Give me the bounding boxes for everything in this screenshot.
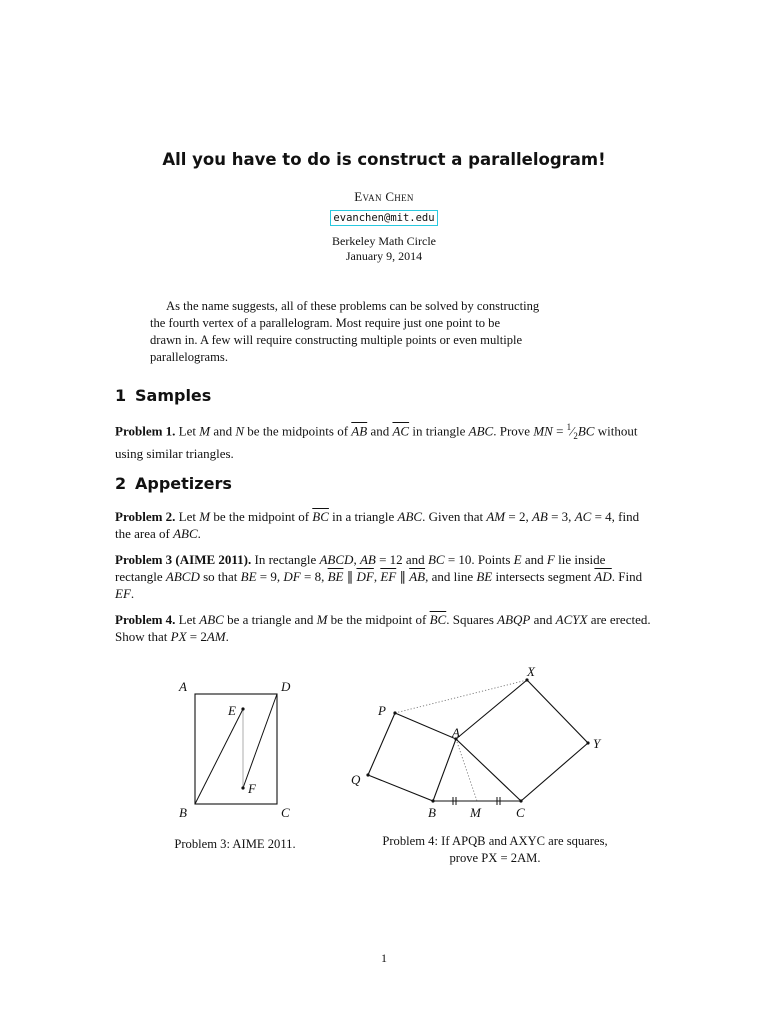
point-b-dot [431,799,434,802]
point-label-p: P [378,703,386,718]
point-label-f: F [248,781,256,796]
problem-label: Problem 2. [115,509,176,524]
point-label-b: B [428,805,436,820]
section-title: Appetizers [135,474,232,493]
point-e-dot [241,707,244,710]
author-email-link[interactable]: evanchen@mit.edu [330,210,437,226]
abstract-line-2: the fourth vertex of a parallelogram. Most require just one point to be [150,316,501,330]
rectangle-abcd [195,694,277,804]
square-axyc [456,680,588,801]
paper-title: All you have to do is construct a parallelogram! [162,150,606,169]
figure-aime-2011 [160,672,310,822]
problem-1: Problem 1. Let M and N be the midpoints of $\overline{AB}$ and $\overline{AC}$ in triangle ABC. Prove MN = $^1⁄_2BC$ without using similar triangles. [115,422,638,461]
date: January 9, 2014 [345,249,423,263]
abstract-line-4: parallelograms. [150,350,228,364]
abstract-line-3: drawn in. A few will require constructing multiple points or even multiple [150,333,523,347]
section-title: Samples [135,386,212,405]
affiliation: Berkeley Math Circle [332,234,436,248]
point-label-q: Q [351,772,361,787]
point-label-c: C [281,805,290,820]
figure-1-caption: Problem 3: AIME 2011. [174,837,296,851]
section-heading-samples [115,386,211,405]
point-label-a: A [179,679,187,694]
caption-line-2: prove PX = 2AM. [449,851,541,865]
problem-label: Problem 3 [115,552,173,567]
problem-label: Problem 1. [115,423,176,439]
point-c-dot [519,799,522,802]
point-label-c: C [516,805,525,820]
abstract [150,298,618,366]
point-label-y: Y [593,736,601,751]
section-heading-appetizers [115,474,232,493]
section-number: 2 [115,474,127,493]
point-label-d: D [281,679,291,694]
problem-source: (AIME 2011). [175,552,252,567]
segment-df [243,694,277,788]
email-container [0,206,768,226]
figure-squares [340,660,620,826]
author-name: Evan Chen [354,189,414,204]
abstract-line-1: As the name suggests, all of these problems can be solved by constructing [166,299,540,313]
page-number: 1 [381,951,387,965]
problem-4: Problem 4. Let ABC be a triangle and M be the midpoint of $\overline{BC}$. Squares ABQP and ACYX are erected. Show that PX = 2AM. [115,612,651,644]
caption-line-1: Problem 4: If APQB and AXYC are squares, [382,834,608,848]
problem-2: Problem 2. Let M be the midpoint of $\overline{BC}$ in a triangle ABC. Given that AM = 2, AB = 3, AC = 4, find the area of ABC. [115,509,640,541]
point-p-dot [393,711,396,714]
section-number: 1 [115,386,127,405]
point-y-dot [586,741,589,744]
segment-be [195,709,243,804]
point-label-m: M [470,805,481,820]
point-label-a: A [452,725,460,740]
point-q-dot [366,773,369,776]
figure-2-caption [340,833,650,867]
problem-3: Problem 3 (AIME 2011). In rectangle ABCD, AB = 12 and BC = 10. Points E and F lie inside rectangle ABCD so that BE = 9, DF = 8, $\overline{BE}$ ∥ $\overline{DF}$, $\overline{EF}$ ∥ $\overline{AB}$, and line BE intersects segment $\overline{AD}$. Find EF. [115,552,643,601]
point-label-x: X [527,664,535,679]
point-label-b: B [179,805,187,820]
problem-label: Problem 4. [115,612,176,627]
square-apqb [368,713,456,801]
point-label-e: E [228,703,236,718]
point-f-dot [241,786,244,789]
